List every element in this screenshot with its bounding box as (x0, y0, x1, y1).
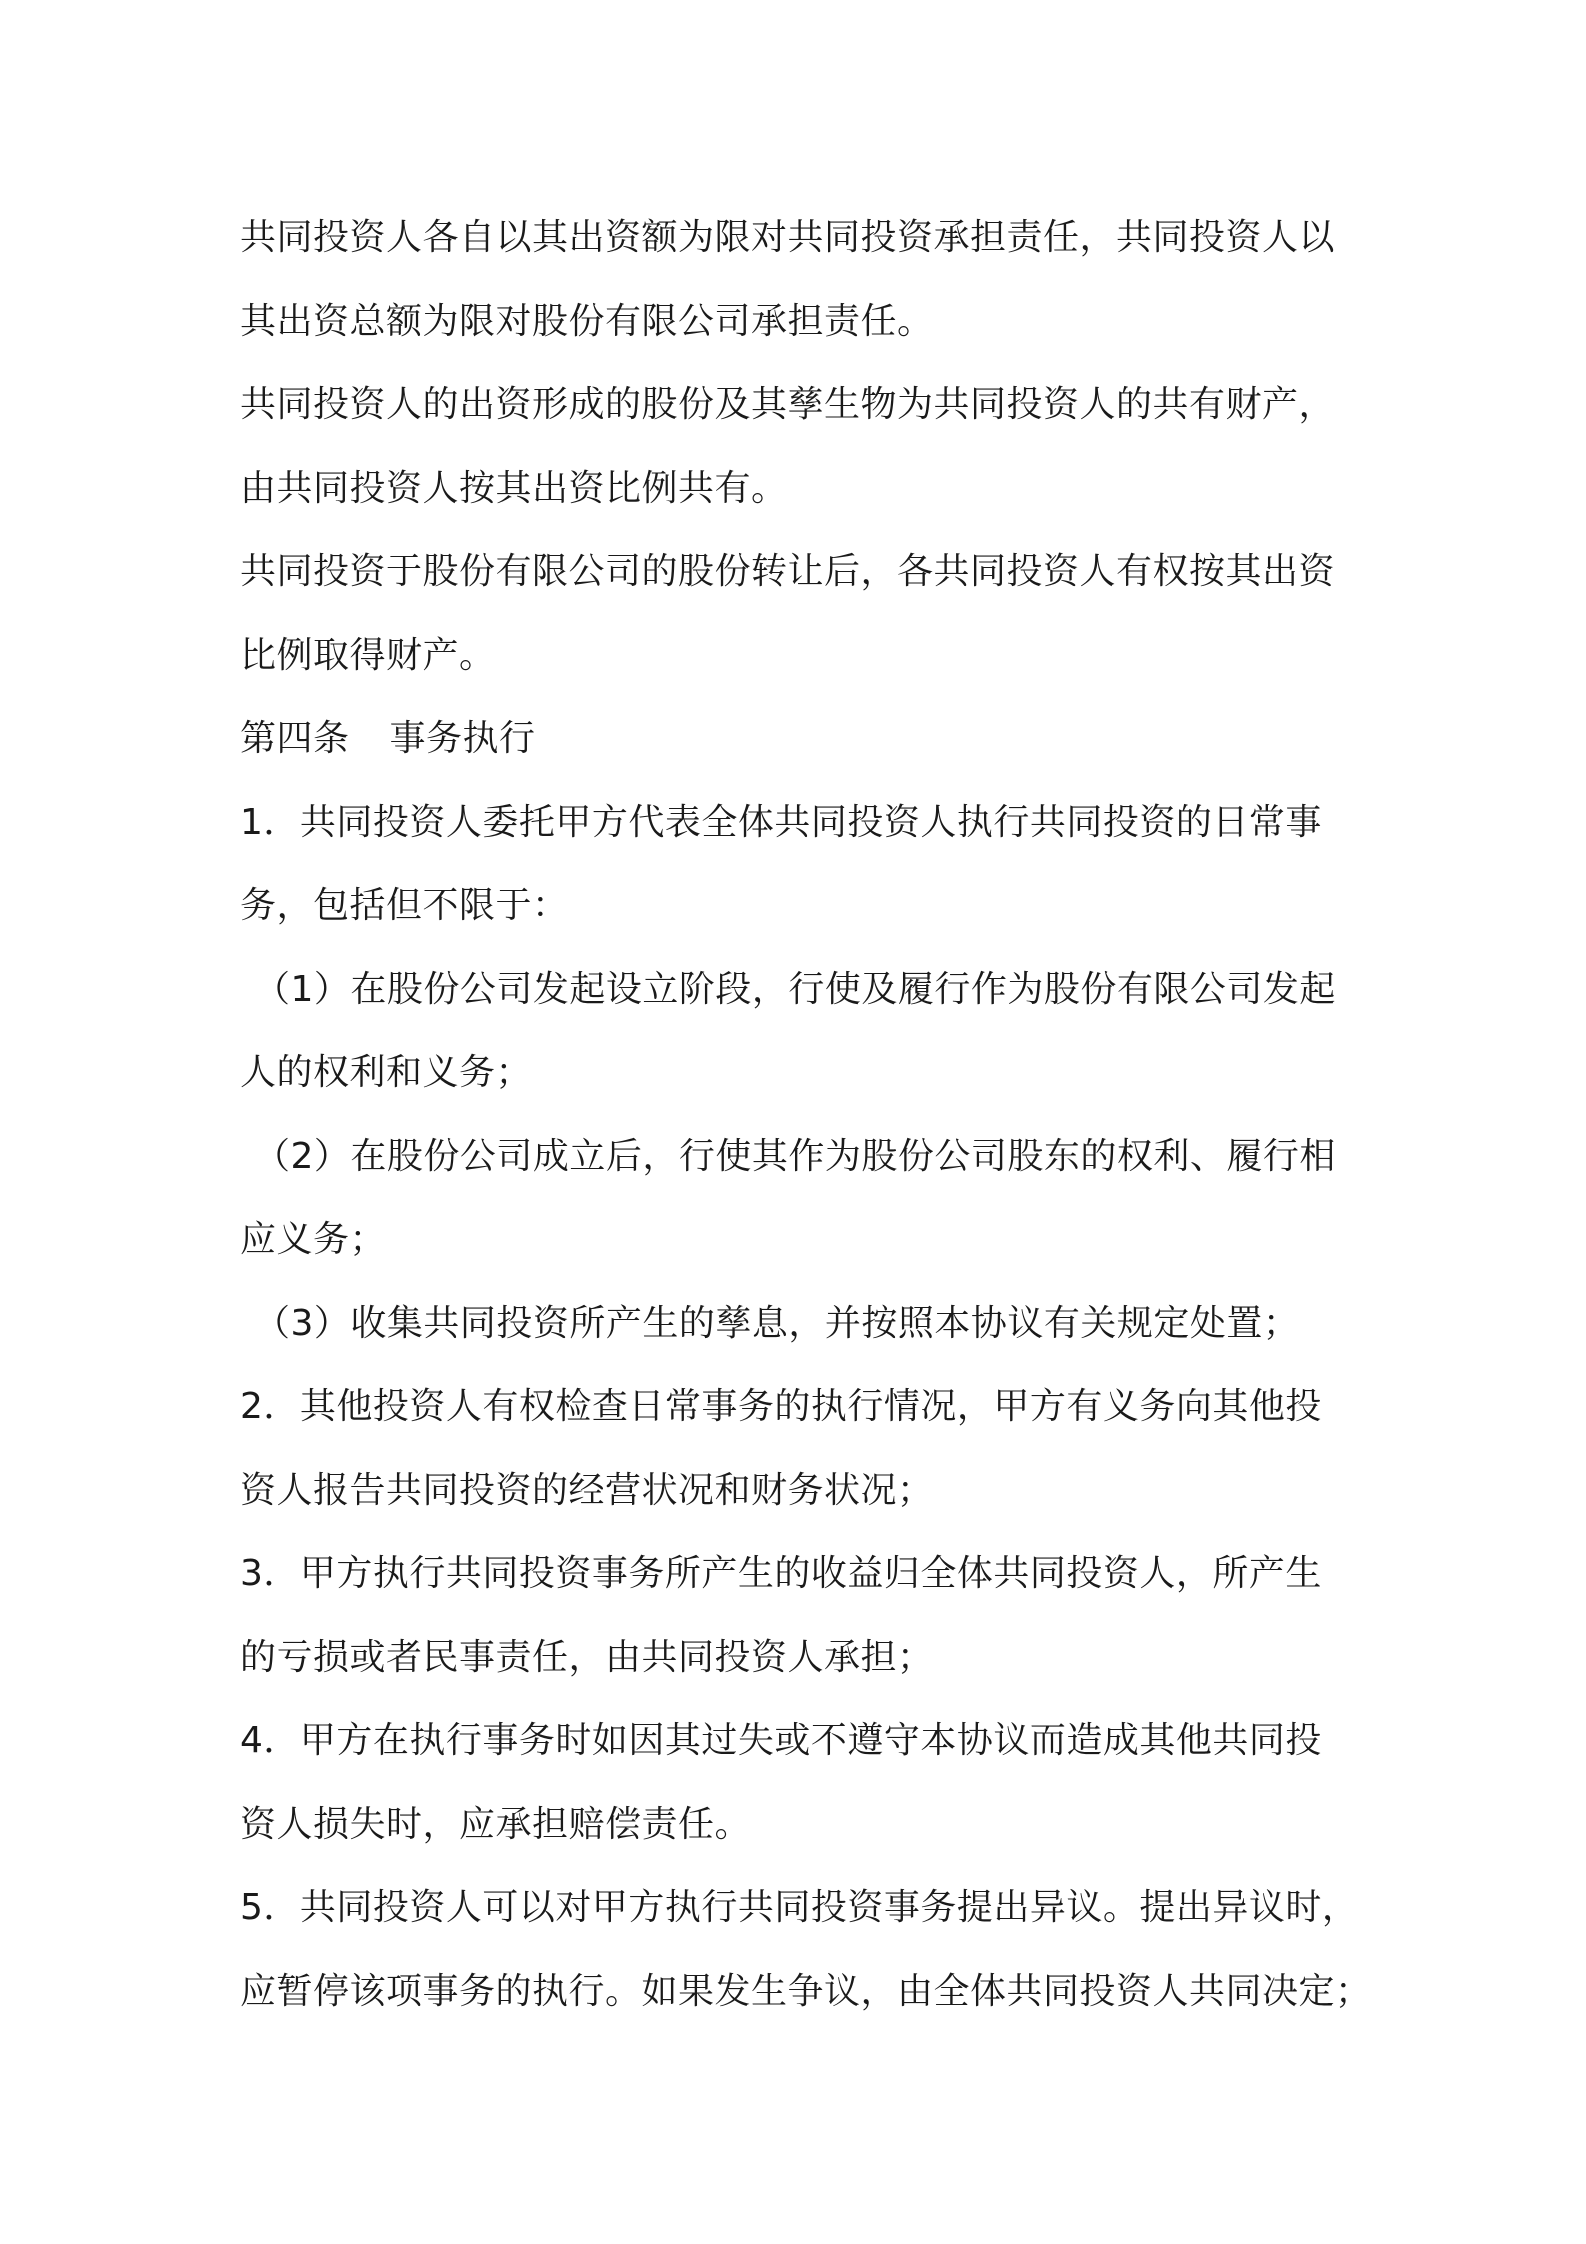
list-item-line: 务，包括但不限于： (240, 885, 569, 926)
paragraph-line: 共同投资人的出资形成的股份及其孳生物为共同投资人的共有财产， (240, 384, 1336, 425)
paragraph-line: 共同投资于股份有限公司的股份转让后，各共同投资人有权按其出资 (240, 551, 1336, 592)
list-item-line: 的亏损或者民事责任，由共同投资人承担； (240, 1636, 934, 1678)
list-item-line: 5．共同投资人可以对甲方执行共同投资事务提出异议。提出异议时， (240, 1887, 1359, 1928)
sub-item-line: （1）在股份公司发起设立阶段，行使及履行作为股份有限公司发起 (254, 968, 1336, 1010)
article-title: 事务执行 (389, 718, 536, 759)
list-item-line: 应暂停该项事务的执行。如果发生争议，由全体共同投资人共同决定； (240, 1970, 1372, 2012)
list-item-line: 2．其他投资人有权检查日常事务的执行情况，甲方有义务向其他投 (240, 1386, 1322, 1427)
list-item-line: 3．甲方执行共同投资事务所产生的收益归全体共同投资人，所产生 (240, 1553, 1322, 1594)
list-item-line: 资人报告共同投资的经营状况和财务状况； (240, 1469, 934, 1511)
paragraph-line: 比例取得财产。 (240, 634, 496, 676)
sub-item-line: 应义务； (240, 1219, 387, 1260)
paragraph-line: 由共同投资人按其出资比例共有。 (240, 467, 788, 509)
sub-item-line: 人的权利和义务； (240, 1052, 533, 1093)
article-heading (240, 697, 1350, 781)
sub-item-line: （2）在股份公司成立后，行使其作为股份公司股东的权利、履行相 (254, 1135, 1336, 1177)
article-number: 第四条 (240, 718, 350, 759)
list-item-line: 1．共同投资人委托甲方代表全体共同投资人执行共同投资的日常事 (240, 801, 1322, 843)
paragraph-line: 其出资总额为限对股份有限公司承担责任。 (240, 300, 934, 342)
sub-item-line: （3）收集共同投资所产生的孳息，并按照本协议有关规定处置； (254, 1302, 1300, 1344)
list-item-line: 资人损失时，应承担赔偿责任。 (240, 1803, 752, 1845)
document-body (240, 196, 1372, 2033)
list-item-line: 4．甲方在执行事务时如因其过失或不遵守本协议而造成其他共同投 (240, 1720, 1322, 1761)
paragraph-line: 共同投资人各自以其出资额为限对共同投资承担责任，共同投资人以 (240, 217, 1336, 258)
